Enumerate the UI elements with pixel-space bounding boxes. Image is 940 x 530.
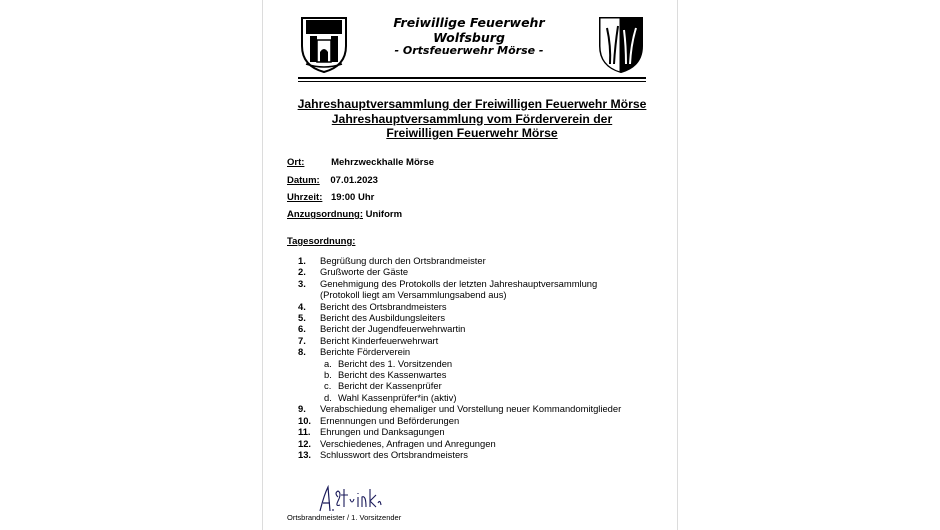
agenda-item [298,335,668,346]
agenda-item [298,415,668,426]
detail-anzugsordnung [287,209,402,220]
agenda-text: Grußworte der Gäste [320,266,409,278]
agenda-num: 1. [298,255,306,266]
header-title: Freiwillige Feuerwehr Wolfsburg [393,15,545,45]
agenda-num: 10. [298,414,312,426]
document-title [284,97,660,141]
detail-datum [287,175,378,186]
subitem-text: Wahl Kassenprüfer*in (aktiv) [338,391,457,403]
agenda-heading: Tagesordnung: [287,236,356,247]
agenda-text: Ernennungen und Beförderungen [320,414,460,426]
agenda-num: 2. [298,266,306,278]
agenda-num: 12. [298,437,312,449]
agenda-item [298,266,668,277]
agenda-text: Ehrungen und Danksagungen [320,426,445,438]
agenda-text: Bericht der Jugendfeuerwehrwartin [320,323,466,335]
anzug-label: Anzugsordnung: [287,209,363,220]
subitem-letter: a. [324,357,332,369]
agenda-text: Bericht des Ausbildungsleiters [320,312,446,324]
agenda-text: Schlusswort des Ortsbrandmeisters [320,448,468,460]
subitem-text: Bericht des 1. Vorsitzenden [338,357,453,369]
wolfsburg-crest-icon [300,16,348,74]
subitem-letter: d. [324,391,332,403]
agenda-text: Begrüßung durch den Ortsbrandmeister [320,255,486,266]
datum-value: 07.01.2023 [330,175,378,186]
signature-icon [318,485,382,515]
signature-caption: Ortsbrandmeister / 1. Vorsitzender [287,513,402,522]
subitem-text: Bericht des Kassenwartes [338,369,447,381]
agenda-num: 8. [298,346,306,358]
detail-ort [287,157,434,168]
agenda-subitem [298,380,668,391]
agenda-item-continuation: (Protokoll liegt am Versammlungsabend aus) [320,289,507,301]
agenda-subitem [298,358,668,369]
agenda-item [298,278,668,289]
agenda-item [298,301,668,312]
agenda-item [298,312,668,323]
agenda-num: 3. [298,277,306,289]
agenda-item [298,403,668,414]
agenda-text: Bericht Kinderfeuerwehrwart [320,334,439,346]
agenda-item [298,438,668,449]
agenda-num: 11. [298,426,311,438]
uhrzeit-label: Uhrzeit: [287,192,323,203]
moerse-crest-icon [598,16,644,74]
header-subtitle: - Ortsfeuerwehr Mörse - [394,44,544,57]
detail-uhrzeit [287,192,374,203]
title-line: Jahreshauptversammlung vom Förderverein der [331,111,613,126]
datum-label: Datum: [287,175,320,186]
agenda-list [298,255,668,460]
header-divider [298,77,646,79]
ort-value: Mehrzweckhalle Mörse [331,157,435,168]
subitem-letter: c. [324,380,332,392]
title-line: Jahreshauptversammlung der Freiwilligen Feuerwehr Mörse [297,97,647,111]
agenda-item [298,255,668,266]
agenda-num: 7. [298,334,306,346]
agenda-text: Verschiedenes, Anfragen und Anregungen [320,437,496,449]
agenda-item [298,346,668,357]
agenda-item [298,449,668,460]
agenda-subitem [298,369,668,380]
ort-label: Ort: [287,157,305,168]
header-divider-thin [298,81,646,82]
agenda-text: Bericht des Ortsbrandmeisters [320,300,447,312]
agenda-item [298,426,668,437]
subitem-letter: b. [324,369,332,381]
agenda-num: 9. [298,403,306,415]
agenda-subitem [298,392,668,403]
anzug-value: Uniform [365,209,403,220]
agenda-num: 6. [298,323,306,335]
subitem-text: Bericht der Kassenprüfer [338,380,442,392]
agenda-num: 4. [298,300,306,312]
agenda-text: Berichte Förderverein [320,346,411,358]
agenda-num: 5. [298,312,306,324]
uhrzeit-value: 19:00 Uhr [331,192,375,203]
title-line: Freiwilligen Feuerwehr Mörse [386,126,558,140]
agenda-text: Genehmigung des Protokolls der letzten Jahreshauptversammlung [320,277,598,289]
agenda-num: 13. [298,448,312,460]
agenda-text: Verabschiedung ehemaliger und Vorstellung neuer Kommandomitglieder [320,403,622,415]
agenda-item [298,323,668,334]
